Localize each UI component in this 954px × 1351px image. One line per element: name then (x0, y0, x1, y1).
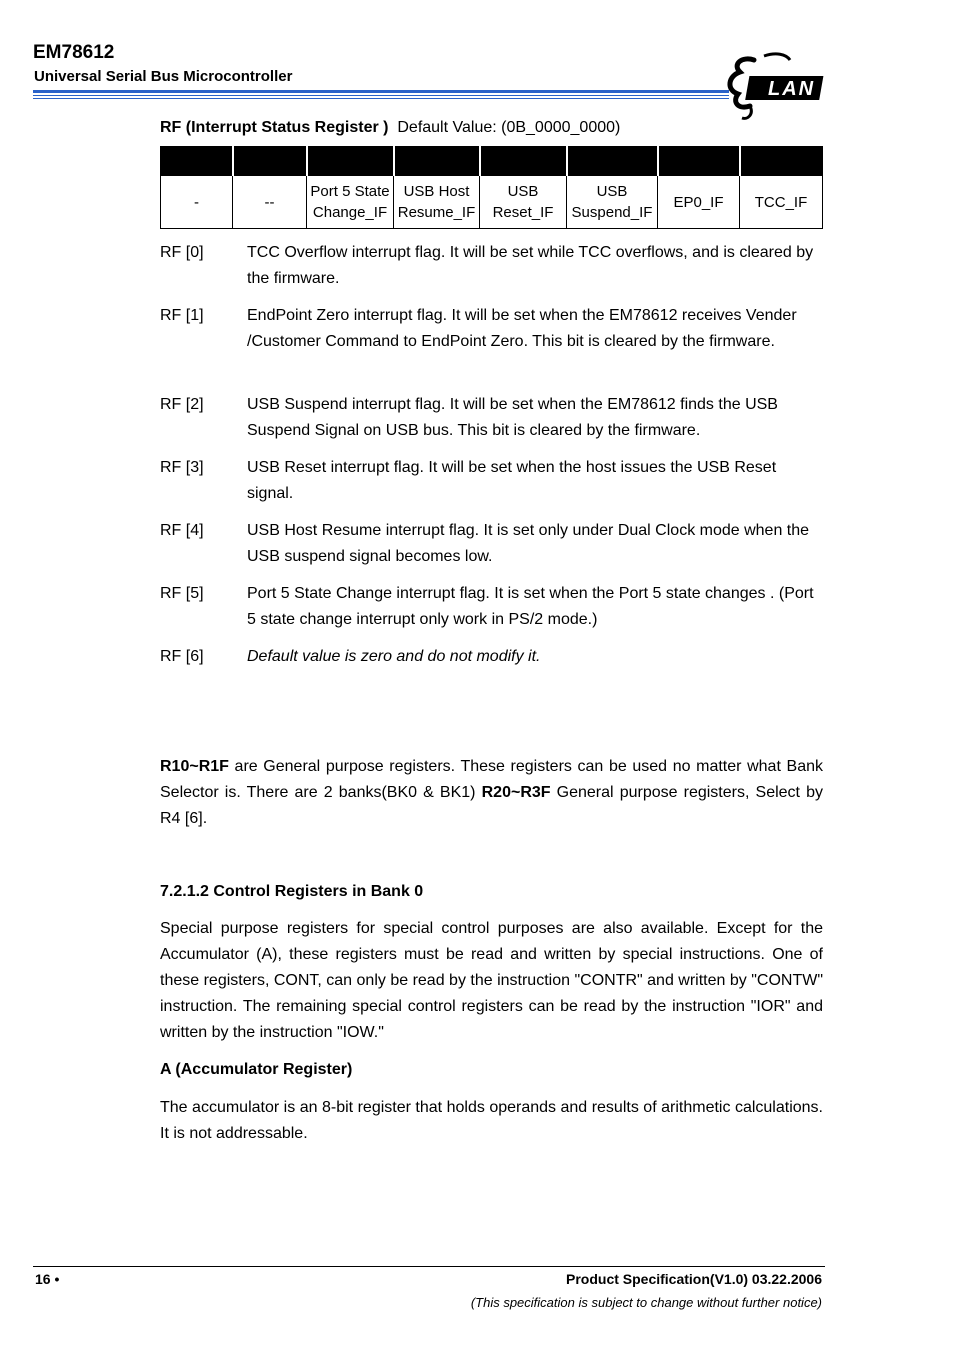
bit-cell: USB Host Resume_IF (394, 176, 480, 229)
bit-text: USB Host Resume interrupt flag. It is set only under Dual Clock mode when the USB suspend signal becomes low. (247, 522, 810, 565)
bit-description (160, 303, 824, 355)
bit-cell: TCC_IF (740, 176, 823, 229)
document-subtitle: Universal Serial Bus Microcontroller (34, 68, 293, 85)
bit-text: EndPoint Zero interrupt flag. It will be set when the EM78612 receives Vender /Customer Command to EndPoint Zero. This bit is cleared by the firmware. (247, 307, 797, 350)
bit-description (160, 240, 824, 292)
bit-name-row (161, 176, 823, 229)
register-heading (160, 119, 620, 137)
bit-text: Default value is zero and do not modify it. (247, 648, 541, 665)
bit-label: RF [0] (160, 244, 204, 261)
bit-label: RF [5] (160, 585, 204, 602)
bit-header (233, 147, 307, 176)
bit-header (161, 147, 233, 176)
header-rule-thin-2 (33, 98, 729, 99)
section-heading: 7.2.1.2 Control Registers in Bank 0 (160, 883, 424, 900)
bit-cell: USB Reset_IF (480, 176, 567, 229)
page-number: 16 • (35, 1271, 60, 1287)
header-rule-thin (33, 95, 729, 96)
svg-text:LAN: LAN (768, 78, 816, 100)
bit-description (160, 581, 824, 633)
bit-header (480, 147, 567, 176)
general-purpose-paragraph: R10~R1F are General purpose registers. These registers can be used no matter what Bank Selector is. There are 2 banks(BK0 & BK1) R20~R3F General purpose registers, Select by R4 [6]. (160, 758, 824, 827)
register-range: R10~R1F (160, 758, 229, 775)
bit-description (160, 518, 824, 570)
bit-cell: Port 5 State Change_IF (307, 176, 394, 229)
bit-cell: -- (233, 176, 307, 229)
bit-header (307, 147, 394, 176)
elan-logo (724, 50, 830, 122)
bit-cell: USB Suspend_IF (567, 176, 658, 229)
footer-rule (33, 1266, 825, 1267)
bit-header (740, 147, 823, 176)
register-range: R20~R3F (481, 784, 551, 801)
bit-number-row (161, 147, 823, 176)
header-rule-thick (33, 90, 729, 93)
bit-text: USB Reset interrupt flag. It will be set when the host issues the USB Reset signal. (247, 459, 777, 502)
bit-header (658, 147, 740, 176)
accumulator-text: The accumulator is an 8-bit register that holds operands and results of arithmetic calculations. It is not addressable. (160, 1099, 823, 1142)
register-name: RF (Interrupt Status Register ) (160, 119, 389, 136)
footer-spec: Product Specification(V1.0) 03.22.2006 (566, 1271, 822, 1287)
bit-text: Port 5 State Change interrupt flag. It is set when the Port 5 state changes . (Port 5 state change interrupt only work in PS/2 mode.) (247, 585, 814, 628)
section-intro: Special purpose registers for special control purposes are also available. Except for the Accumulator (A), these registers must be read and written by special instructions. One of these registers, CONT, can only be read by the instruction "CONTR" and written by "CONTW" instruction. The remaining special control registers can be read by the instruction "IOR" and written by the instruction "IOW." (160, 920, 823, 1041)
bit-description (160, 392, 824, 444)
document-title: EM78612 (33, 42, 115, 63)
bit-text: TCC Overflow interrupt flag. It will be set while TCC overflows, and is cleared by the firmware. (247, 244, 814, 287)
bit-label: RF [4] (160, 522, 204, 539)
bit-text: USB Suspend interrupt flag. It will be set when the EM78612 finds the USB Suspend Signal on USB bus. This bit is cleared by the firmware. (247, 396, 778, 439)
register-default: Default Value: (0B_0000_0000) (397, 119, 621, 136)
bit-label: RF [2] (160, 396, 204, 413)
bit-description (160, 644, 824, 670)
bit-description (160, 455, 824, 507)
bit-cell: EP0_IF (658, 176, 740, 229)
bit-header (567, 147, 658, 176)
register-bit-table (160, 146, 823, 229)
footer-note: (This specification is subject to change without further notice) (470, 1295, 822, 1310)
bit-label: RF [1] (160, 307, 204, 324)
accumulator-heading: A (Accumulator Register) (160, 1061, 353, 1078)
bit-cell: - (161, 176, 233, 229)
bit-label: RF [3] (160, 459, 204, 476)
bit-label: RF [6] (160, 648, 204, 665)
bit-header (394, 147, 480, 176)
